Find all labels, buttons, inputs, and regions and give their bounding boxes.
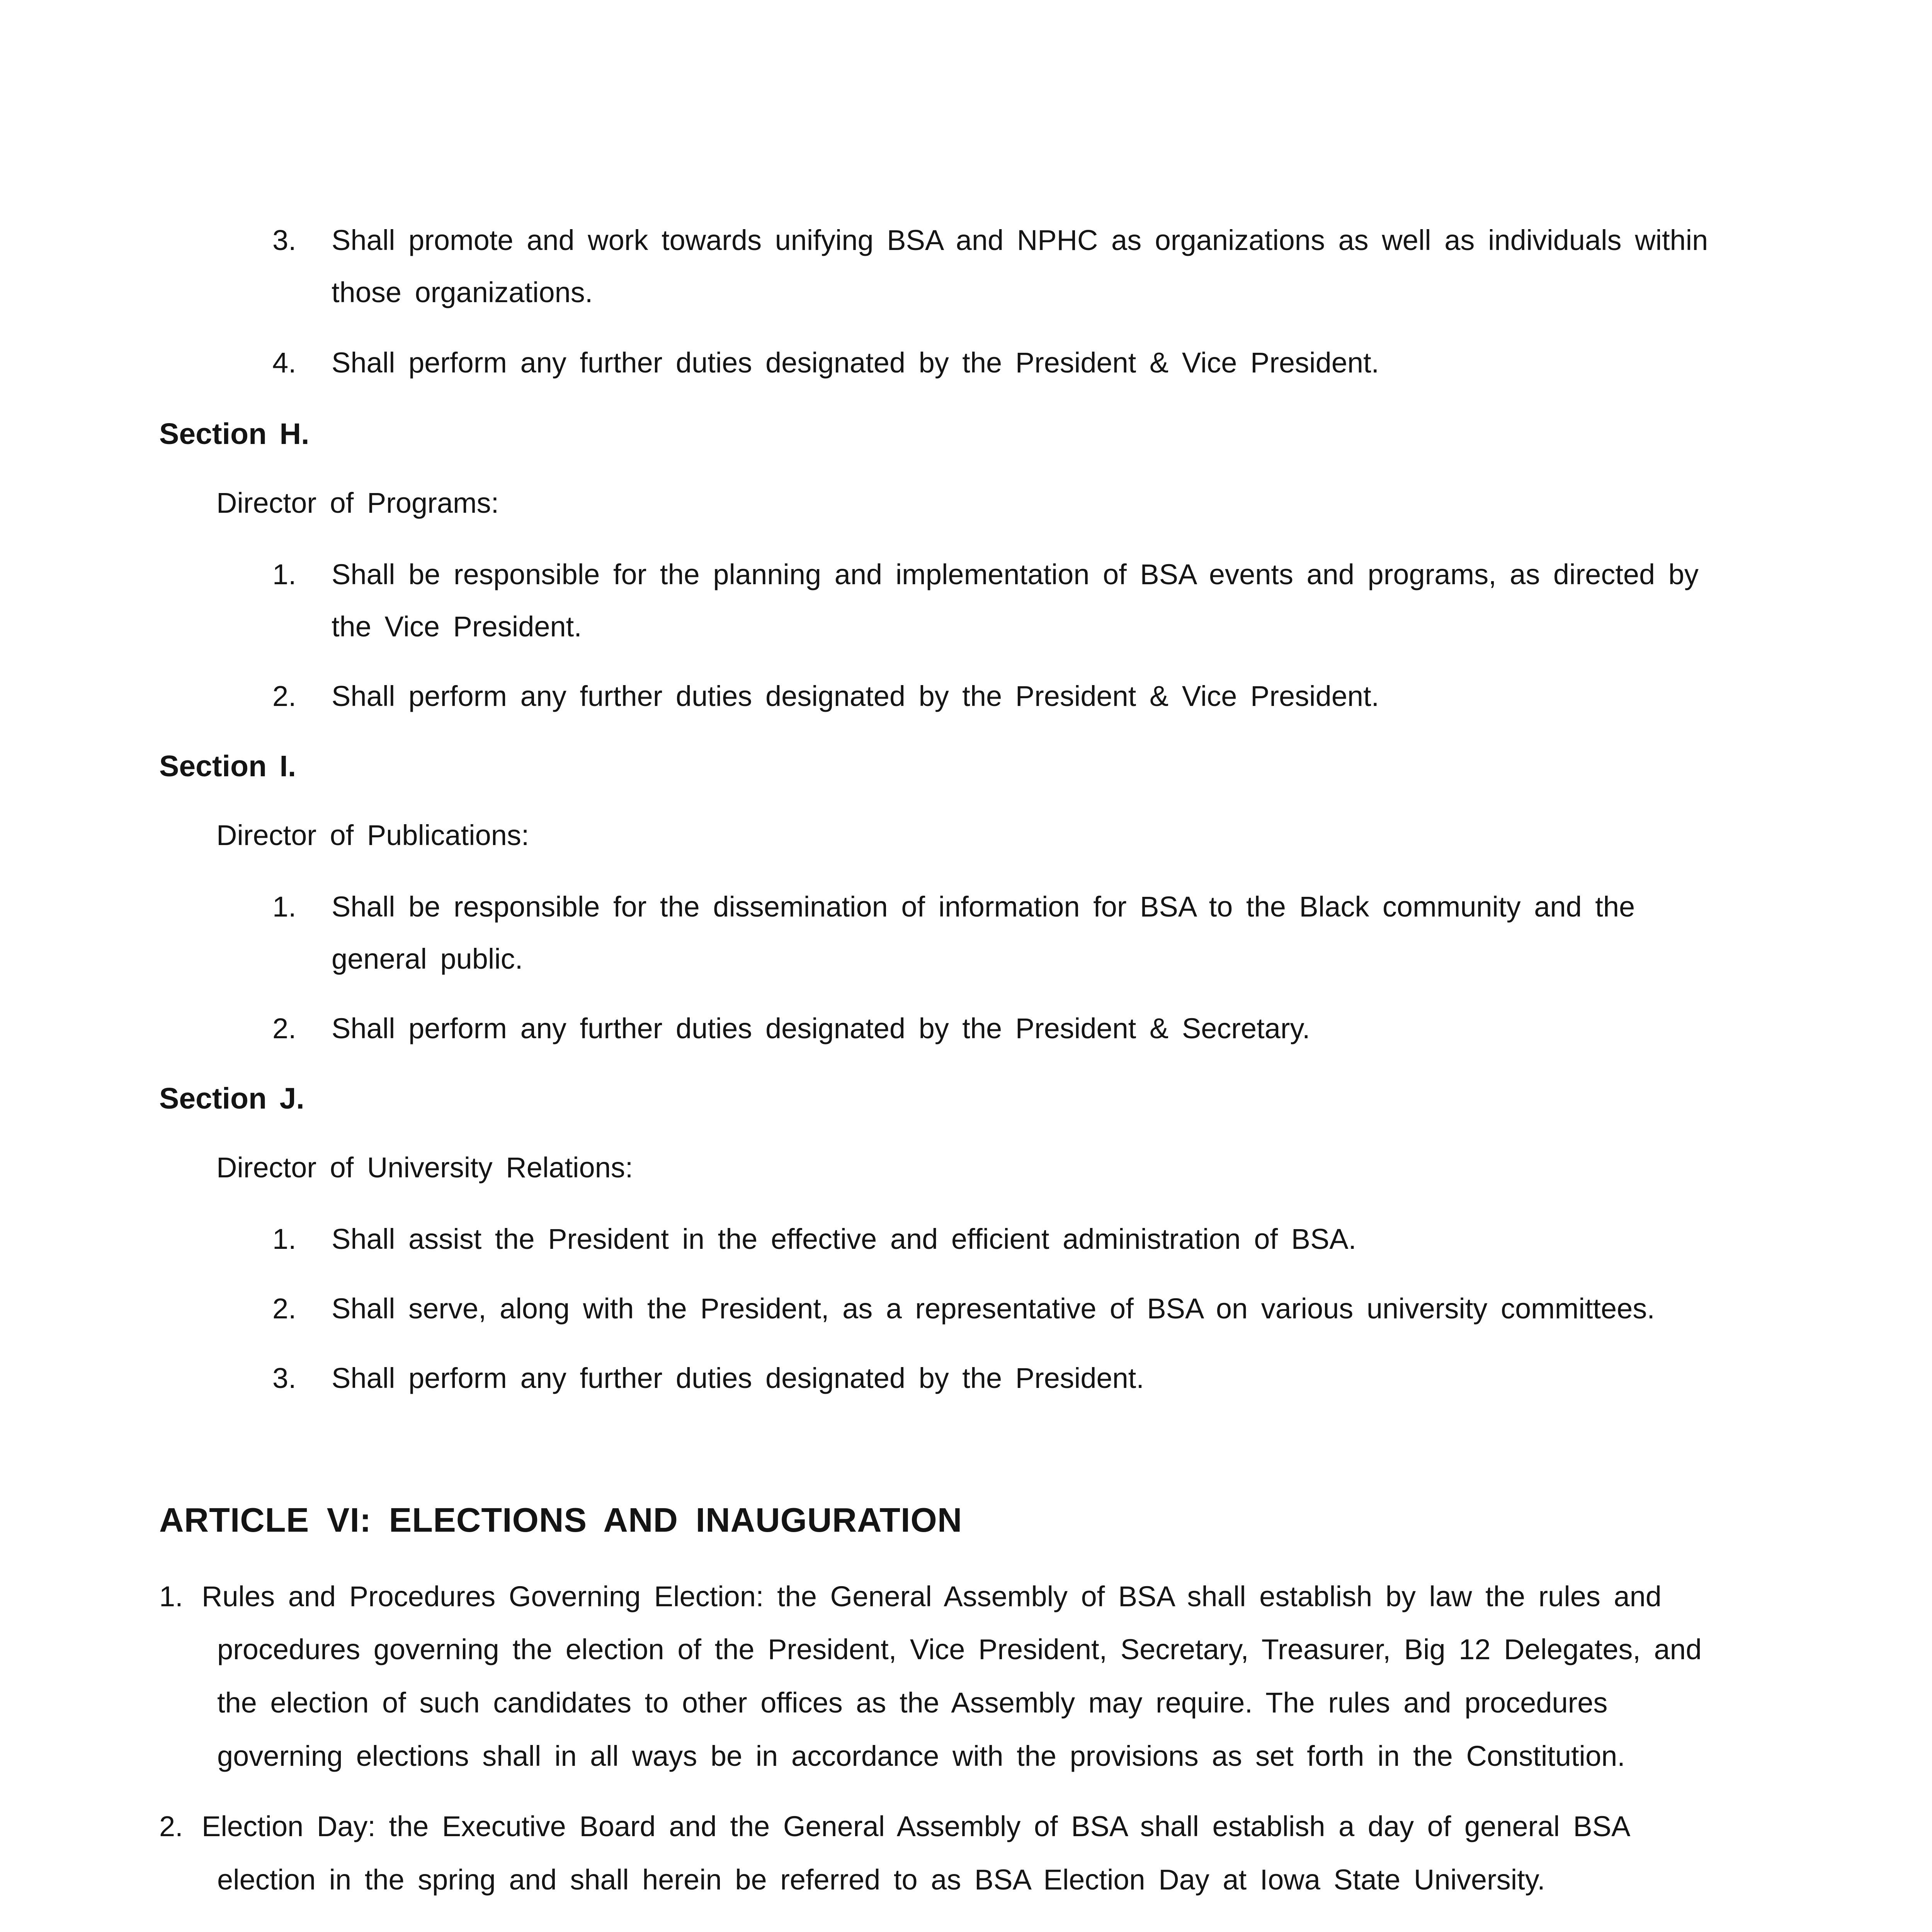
list-item-line: Shall perform any further duties designated by the President & Secretary. <box>332 1012 1310 1044</box>
list-item-line: Shall serve, along with the President, as a representative of BSA on various university committees. <box>332 1293 1655 1325</box>
list-item-line: the Vice President. <box>332 611 582 643</box>
item-number: 2. <box>272 1012 296 1044</box>
item-number: 3. <box>272 224 296 256</box>
list-item-line: Rules and Procedures Governing Election: the General Assembly of BSA shall establish by law the rules and <box>202 1580 1662 1612</box>
item-number: 1. <box>272 891 296 923</box>
section-j-title: Director of University Relations: <box>216 1151 633 1184</box>
list-item-line: Shall perform any further duties designated by the President & Vice President. <box>332 347 1379 379</box>
list-item-line: Shall promote and work towards unifying BSA and NPHC as organizations as well as individuals within <box>332 224 1708 256</box>
item-number: 2. <box>272 1293 296 1325</box>
section-i-title: Director of Publications: <box>216 819 529 851</box>
list-item-line: general public. <box>332 943 523 975</box>
section-i-label: Section I. <box>159 750 296 783</box>
section-h-title: Director of Programs: <box>216 487 499 519</box>
item-number: 3. <box>272 1362 296 1394</box>
list-item-line: Shall be responsible for the planning and implementation of BSA events and programs, as directed by <box>332 558 1699 590</box>
item-number: 1. <box>272 558 296 590</box>
list-item-line: Shall be responsible for the dissemination of information for BSA to the Black community and the <box>332 891 1635 923</box>
list-item-line: election in the spring and shall herein be referred to as BSA Election Day at Iowa State University. <box>217 1864 1545 1896</box>
article-vi-heading: ARTICLE VI: ELECTIONS AND INAUGURATION <box>159 1501 963 1539</box>
list-item-line: Election Day: the Executive Board and the General Assembly of BSA shall establish a day of general BSA <box>202 1810 1631 1842</box>
section-j-label: Section J. <box>159 1082 304 1115</box>
list-item-line: those organizations. <box>332 276 593 308</box>
item-number: 1. <box>272 1223 296 1255</box>
list-item-line: Shall perform any further duties designated by the President & Vice President. <box>332 680 1379 712</box>
list-item-line: procedures governing the election of the President, Vice President, Secretary, Treasurer, Big 12 Delegates, and <box>217 1633 1702 1665</box>
item-number: 4. <box>272 347 296 379</box>
item-number: 2. <box>159 1810 183 1842</box>
section-h-label: Section H. <box>159 417 310 451</box>
item-number: 2. <box>272 680 296 712</box>
list-item-line: Shall perform any further duties designated by the President. <box>332 1362 1144 1394</box>
list-item-line: the election of such candidates to other offices as the Assembly may require. The rules and procedures <box>217 1687 1608 1719</box>
item-number: 1. <box>159 1580 183 1612</box>
list-item-line: Shall assist the President in the effective and efficient administration of BSA. <box>332 1223 1357 1255</box>
list-item-line: governing elections shall in all ways be in accordance with the provisions as set forth in the Constitution. <box>217 1740 1625 1772</box>
